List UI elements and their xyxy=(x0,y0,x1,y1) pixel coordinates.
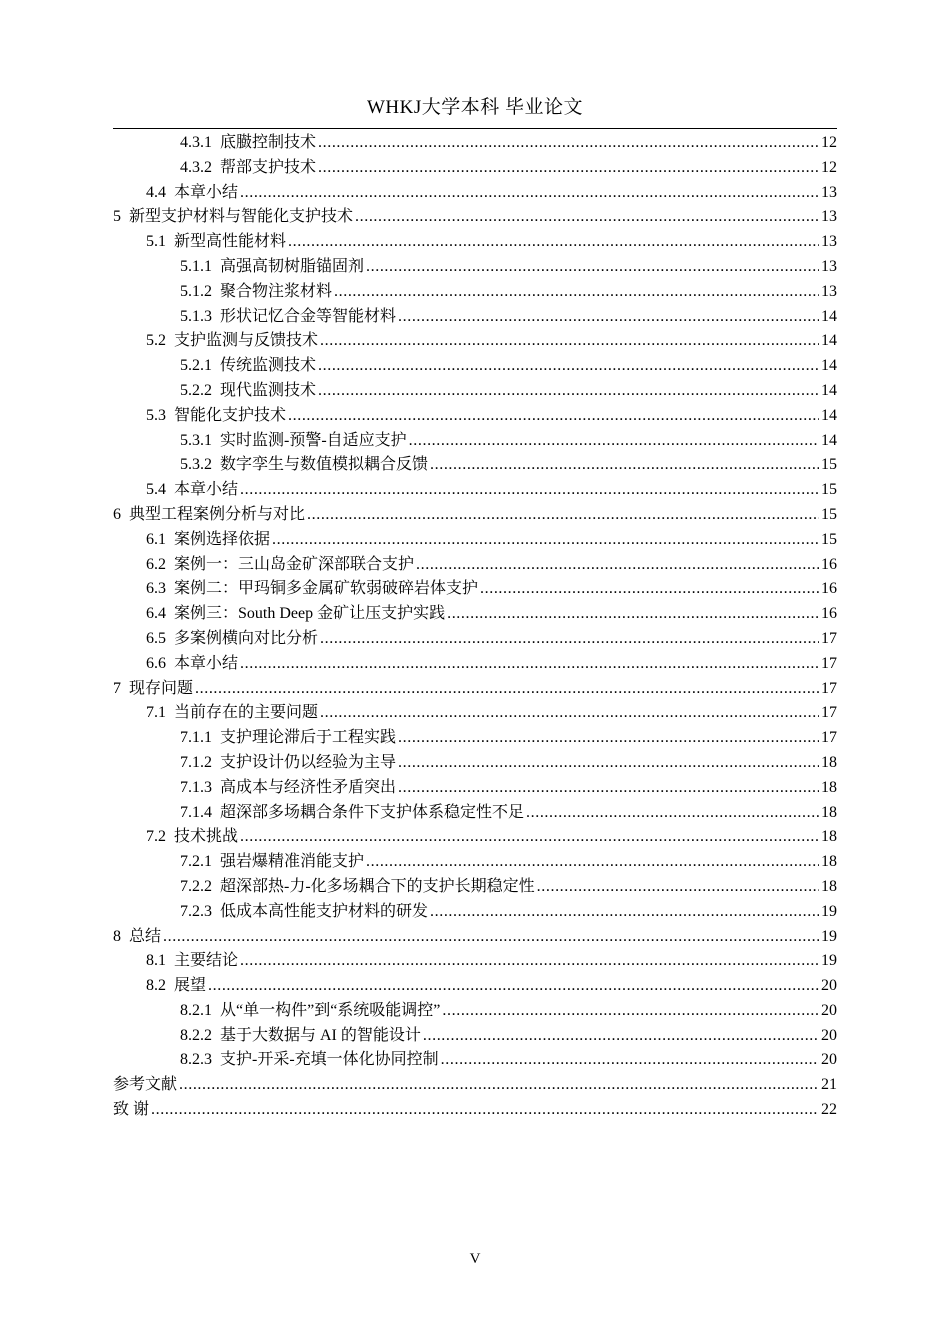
toc-entry-number: 6.5 xyxy=(146,629,166,647)
toc-dot-leader xyxy=(430,453,819,478)
toc-dot-leader xyxy=(537,875,819,900)
toc-entry-number: 7.2.1 xyxy=(180,853,212,871)
toc-dot-leader xyxy=(240,652,819,677)
toc-entry-number: 7.2 xyxy=(146,828,166,846)
toc-entry-page: 16 xyxy=(821,555,837,573)
toc-entry-title: 技术挑战 xyxy=(174,828,239,846)
toc-entry-title: 支护-开采-充填一体化协同控制 xyxy=(220,1051,439,1069)
toc-dot-leader xyxy=(447,602,819,627)
toc-entry-page: 14 xyxy=(821,307,837,325)
toc-entry-title: 超深部多场耦合条件下支护体系稳定性不足 xyxy=(220,803,525,821)
toc-entry-number: 7.1 xyxy=(146,704,166,722)
toc-entry[interactable] xyxy=(113,825,837,850)
toc-entry-title: 高强高韧树脂锚固剂 xyxy=(220,257,365,275)
toc-entry[interactable] xyxy=(113,974,837,999)
toc-dot-leader xyxy=(288,230,819,255)
toc-entry-page: 20 xyxy=(821,1026,837,1044)
toc-entry[interactable] xyxy=(113,701,837,726)
toc-entry-title: 案例一：三山岛金矿深部联合支护 xyxy=(174,555,415,573)
toc-entry[interactable] xyxy=(113,850,837,875)
toc-entry[interactable] xyxy=(113,925,837,950)
toc-dot-leader xyxy=(318,131,819,156)
toc-entry-title: 本章小结 xyxy=(174,183,239,201)
toc-entry[interactable] xyxy=(113,478,837,503)
toc-entry-page: 14 xyxy=(821,406,837,424)
toc-entry-number: 7.2.2 xyxy=(180,877,212,895)
toc-entry-number: 6.2 xyxy=(146,555,166,573)
toc-entry-title: 形状记忆合金等智能材料 xyxy=(220,307,397,325)
toc-entry-title: 低成本高性能支护材料的研发 xyxy=(220,902,429,920)
toc-entry-page: 19 xyxy=(821,952,837,970)
toc-dot-leader xyxy=(409,429,819,454)
toc-entry-title: 主要结论 xyxy=(174,952,239,970)
toc-entry-page: 14 xyxy=(821,357,837,375)
toc-entry[interactable] xyxy=(113,255,837,280)
toc-entry-title: 致 谢 xyxy=(113,1101,150,1119)
toc-entry-page: 15 xyxy=(821,481,837,499)
toc-entry-title: 案例二：甲玛铜多金属矿软弱破碎岩体支护 xyxy=(174,580,479,598)
toc-entry-title: 超深部热-力-化多场耦合下的支护长期稳定性 xyxy=(220,877,535,895)
toc-dot-leader xyxy=(398,751,819,776)
toc-entry-title: 现代监测技术 xyxy=(220,381,317,399)
toc-dot-leader xyxy=(398,726,819,751)
toc-entry-title: 强岩爆精准消能支护 xyxy=(220,853,365,871)
toc-entry-page: 16 xyxy=(821,580,837,598)
toc-entry-number: 5.4 xyxy=(146,481,166,499)
toc-dot-leader xyxy=(240,478,819,503)
toc-dot-leader xyxy=(151,1098,819,1123)
toc-dot-leader xyxy=(163,925,819,950)
toc-entry-page: 20 xyxy=(821,977,837,995)
toc-entry-title: 参考文献 xyxy=(113,1076,178,1094)
toc-entry-page: 12 xyxy=(821,158,837,176)
toc-entry-page: 18 xyxy=(821,753,837,771)
toc-entry[interactable] xyxy=(113,1098,837,1123)
toc-dot-leader xyxy=(272,528,819,553)
toc-entry[interactable] xyxy=(113,1024,837,1049)
toc-entry-number: 8.2.1 xyxy=(180,1001,212,1019)
toc-entry-page: 14 xyxy=(821,332,837,350)
toc-entry[interactable] xyxy=(113,379,837,404)
toc-entry-title: 数字孪生与数值模拟耦合反馈 xyxy=(220,456,429,474)
toc-entry-page: 14 xyxy=(821,431,837,449)
toc-entry-number: 7.1.4 xyxy=(180,803,212,821)
toc-entry-page: 17 xyxy=(821,679,837,697)
toc-entry[interactable] xyxy=(113,949,837,974)
toc-entry[interactable] xyxy=(113,776,837,801)
toc-entry-page: 18 xyxy=(821,778,837,796)
toc-entry-number: 6.1 xyxy=(146,530,166,548)
toc-dot-leader xyxy=(318,156,819,181)
toc-dot-leader xyxy=(320,627,819,652)
toc-entry[interactable] xyxy=(113,329,837,354)
toc-entry[interactable] xyxy=(113,1048,837,1073)
toc-entry-page: 16 xyxy=(821,605,837,623)
toc-entry-title: 现存问题 xyxy=(129,679,194,697)
toc-entry-title: 聚合物注浆材料 xyxy=(220,282,333,300)
toc-dot-leader xyxy=(366,255,819,280)
toc-entry-title: 案例选择依据 xyxy=(174,530,271,548)
toc-dot-leader xyxy=(526,801,819,826)
toc-entry-page: 17 xyxy=(821,629,837,647)
toc-dot-leader xyxy=(195,677,819,702)
toc-dot-leader xyxy=(179,1073,819,1098)
toc-entry-number: 4.3.1 xyxy=(180,134,212,151)
toc-dot-leader xyxy=(416,553,819,578)
toc-entry-number: 6.4 xyxy=(146,605,166,623)
toc-entry-number: 6.6 xyxy=(146,654,166,672)
toc-entry[interactable] xyxy=(113,726,837,751)
toc-entry-title: 支护监测与反馈技术 xyxy=(174,332,319,350)
toc-dot-leader xyxy=(441,1048,819,1073)
toc-dot-leader xyxy=(307,503,819,528)
toc-entry-title: 总结 xyxy=(129,927,162,945)
toc-dot-leader xyxy=(366,850,819,875)
toc-entry-number: 6.3 xyxy=(146,580,166,598)
toc-entry-page: 17 xyxy=(821,704,837,722)
toc-entry[interactable] xyxy=(113,652,837,677)
toc-entry[interactable] xyxy=(113,528,837,553)
toc-entry-title: 高成本与经济性矛盾突出 xyxy=(220,778,397,796)
toc-entry-number: 6 xyxy=(113,505,121,523)
toc-dot-leader xyxy=(430,900,819,925)
toc-entry-number: 8 xyxy=(113,927,121,945)
toc-entry[interactable] xyxy=(113,751,837,776)
toc-entry-title: 底臌控制技术 xyxy=(220,134,317,151)
toc-dot-leader xyxy=(480,577,819,602)
toc-entry[interactable] xyxy=(113,280,837,305)
toc-entry-title: 本章小结 xyxy=(174,654,239,672)
page-header-title: WHKJ大学本科 毕业论文 xyxy=(366,97,584,118)
toc-entry-page: 13 xyxy=(821,257,837,275)
toc-dot-leader xyxy=(318,354,819,379)
toc-entry[interactable] xyxy=(113,801,837,826)
toc-entry-page: 20 xyxy=(821,1051,837,1069)
toc-entry-number: 5.3 xyxy=(146,406,166,424)
toc-dot-leader xyxy=(320,701,819,726)
toc-entry[interactable] xyxy=(113,305,837,330)
toc-entry-page: 14 xyxy=(821,381,837,399)
toc-entry[interactable] xyxy=(113,875,837,900)
toc-dot-leader xyxy=(355,205,819,230)
toc-entry-page: 18 xyxy=(821,877,837,895)
toc-entry-number: 5.2.1 xyxy=(180,357,212,375)
toc-entry-page: 21 xyxy=(821,1076,837,1094)
toc-entry-page: 22 xyxy=(821,1101,837,1119)
toc-entry-title: 实时监测-预警-自适应支护 xyxy=(220,431,407,449)
toc-dot-leader xyxy=(208,974,819,999)
toc-entry[interactable] xyxy=(113,577,837,602)
toc-entry-number: 7 xyxy=(113,679,121,697)
toc-dot-leader xyxy=(398,776,819,801)
toc-dot-leader xyxy=(288,404,819,429)
toc-entry[interactable] xyxy=(113,1073,837,1098)
toc-dot-leader xyxy=(240,825,819,850)
toc-entry-page: 19 xyxy=(821,902,837,920)
toc-entry-title: 从“单一构件”到“系统吸能调控” xyxy=(220,1001,441,1019)
toc-entry-number: 5.3.1 xyxy=(180,431,212,449)
toc-entry-title: 新型高性能材料 xyxy=(174,233,287,251)
toc-entry-title: 智能化支护技术 xyxy=(174,406,287,424)
toc-entry-page: 13 xyxy=(821,233,837,251)
toc-entry-number: 5.1.2 xyxy=(180,282,212,300)
toc-entry-title: 本章小结 xyxy=(174,481,239,499)
toc-entry-number: 5.1 xyxy=(146,233,166,251)
toc-entry[interactable] xyxy=(113,999,837,1024)
toc-entry-page: 18 xyxy=(821,828,837,846)
toc-entry-page: 17 xyxy=(821,729,837,747)
toc-entry-number: 5 xyxy=(113,208,121,226)
toc-entry-title: 典型工程案例分析与对比 xyxy=(129,505,306,523)
toc-entry-number: 8.2.3 xyxy=(180,1051,212,1069)
toc-entry-number: 8.1 xyxy=(146,952,166,970)
toc-entry-number: 5.1.1 xyxy=(180,257,212,275)
toc-entry[interactable] xyxy=(113,602,837,627)
toc-entry-page: 15 xyxy=(821,456,837,474)
toc-entry[interactable] xyxy=(113,131,837,156)
toc-entry-page: 19 xyxy=(821,927,837,945)
page-number: V xyxy=(469,1251,481,1267)
toc-entry-number: 4.3.2 xyxy=(180,158,212,176)
toc-entry-number: 7.1.1 xyxy=(180,729,212,747)
toc-entry-page: 15 xyxy=(821,505,837,523)
toc-entry-page: 12 xyxy=(821,134,837,151)
toc-dot-leader xyxy=(320,329,819,354)
toc-entry[interactable] xyxy=(113,181,837,206)
toc-dot-leader xyxy=(240,181,819,206)
toc-entry-number: 8.2 xyxy=(146,977,166,995)
toc-entry[interactable] xyxy=(113,553,837,578)
toc-entry[interactable] xyxy=(113,205,837,230)
toc-entry[interactable] xyxy=(113,503,837,528)
toc-entry[interactable] xyxy=(113,677,837,702)
toc-entry-number: 7.2.3 xyxy=(180,902,212,920)
toc-entry-title: 帮部支护技术 xyxy=(220,158,317,176)
toc-entry-title: 新型支护材料与智能化支护技术 xyxy=(129,208,354,226)
toc-entry-number: 7.1.2 xyxy=(180,753,212,771)
toc-entry-number: 4.4 xyxy=(146,183,166,201)
toc-dot-leader xyxy=(442,999,819,1024)
toc-dot-leader xyxy=(334,280,819,305)
toc-entry-number: 7.1.3 xyxy=(180,778,212,796)
toc-entry[interactable] xyxy=(113,404,837,429)
toc-entry-page: 13 xyxy=(821,183,837,201)
toc-entry[interactable] xyxy=(113,627,837,652)
toc-entry-title: 支护设计仍以经验为主导 xyxy=(220,753,397,771)
toc-entry[interactable] xyxy=(113,429,837,454)
toc-entry-page: 20 xyxy=(821,1001,837,1019)
toc-entry[interactable] xyxy=(113,230,837,255)
toc-entry-title: 传统监测技术 xyxy=(220,357,317,375)
toc-entry[interactable] xyxy=(113,900,837,925)
toc-entry-page: 15 xyxy=(821,530,837,548)
toc-dot-leader xyxy=(398,305,819,330)
toc-entry-page: 17 xyxy=(821,654,837,672)
toc-entry-number: 5.1.3 xyxy=(180,307,212,325)
toc-entry-number: 8.2.2 xyxy=(180,1026,212,1044)
toc-entry-page: 13 xyxy=(821,208,837,226)
toc-entry[interactable] xyxy=(113,453,837,478)
toc-entry-page: 18 xyxy=(821,803,837,821)
toc-entry-number: 5.3.2 xyxy=(180,456,212,474)
toc-dot-leader xyxy=(240,949,819,974)
toc-entry[interactable] xyxy=(113,354,837,379)
toc-entry-title: 基于大数据与 AI 的智能设计 xyxy=(220,1026,421,1044)
header-divider xyxy=(113,128,837,129)
toc-dot-leader xyxy=(423,1024,819,1049)
toc-entry-number: 5.2 xyxy=(146,332,166,350)
table-of-contents xyxy=(113,131,837,1123)
toc-entry-title: 支护理论滞后于工程实践 xyxy=(220,729,397,747)
toc-entry-title: 当前存在的主要问题 xyxy=(174,704,319,722)
toc-entry-page: 18 xyxy=(821,853,837,871)
toc-entry-title: 多案例横向对比分析 xyxy=(174,629,319,647)
toc-entry-page: 13 xyxy=(821,282,837,300)
toc-entry-title: 案例三：South Deep 金矿让压支护实践 xyxy=(174,605,446,623)
toc-entry-title: 展望 xyxy=(174,977,207,995)
toc-dot-leader xyxy=(318,379,819,404)
toc-entry[interactable] xyxy=(113,156,837,181)
toc-entry-number: 5.2.2 xyxy=(180,381,212,399)
